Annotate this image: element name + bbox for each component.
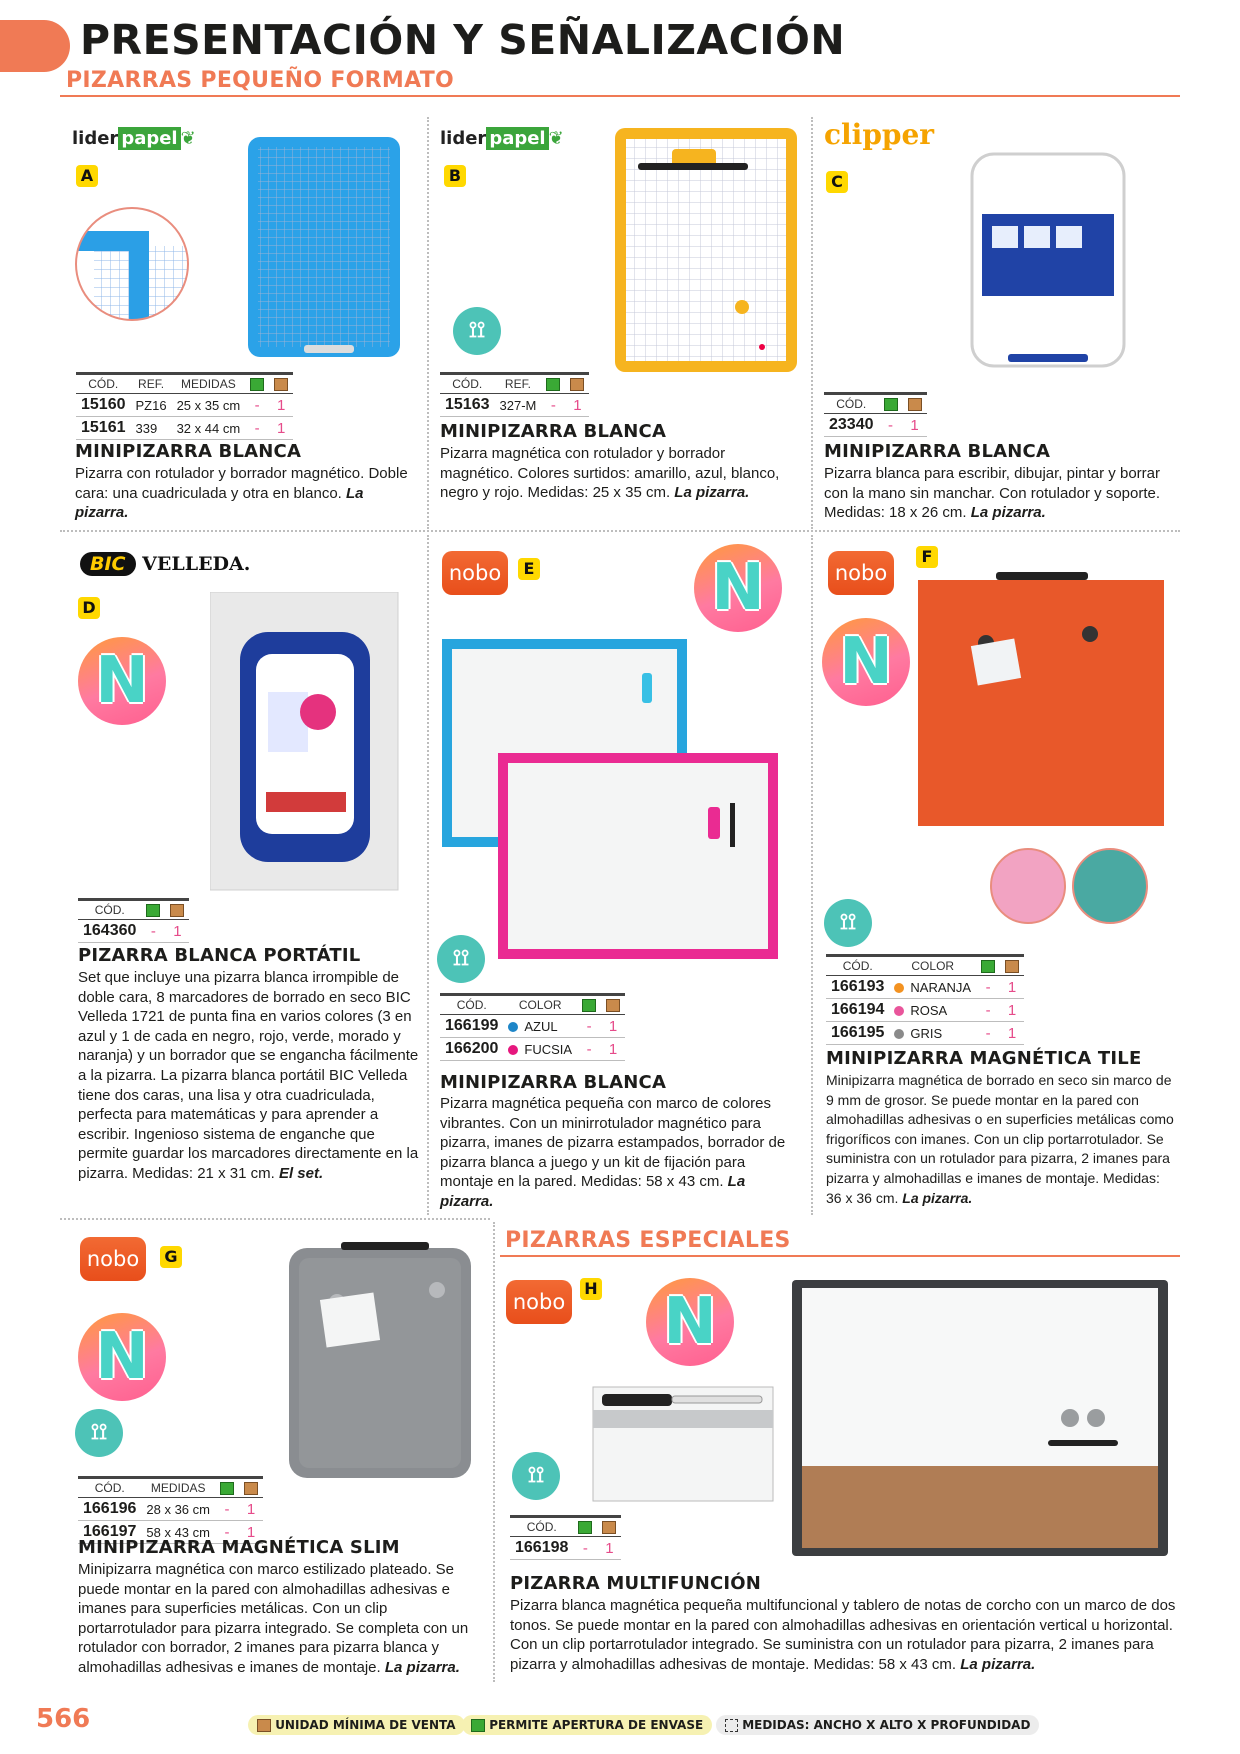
product-letter: H [580,1278,602,1300]
table-row: 166196 28 x 36 cm - 1 [78,1498,263,1521]
product-title: MINIPIZARRA BLANCA [824,441,1051,462]
product-image-a [244,133,404,363]
table-row: 15160 PZ16 25 x 35 cm - 1 [76,394,293,417]
open-pack-icon [578,1521,592,1534]
product-letter: C [826,171,848,193]
box-icon [170,904,184,917]
box-icon [274,378,288,391]
color-swatch-gris [894,1029,904,1039]
product-title: PIZARRA BLANCA PORTÁTIL [78,945,361,966]
spec-table-b: CÓD. REF. 15163 327-M - 1 [440,372,589,417]
product-description: Pizarra magnética pequeña con marco de colores vibrantes. Con un minirrotulador magnético para pizarra, imanes de pizarra estampados, borrador de pizarra blanca a juego y un kit de fijación para montaje en la pared. Medidas: 58 x 43 cm. La pizarra. [440,1095,786,1210]
detail-image-h [592,1386,774,1502]
product-image-d [210,592,400,892]
brand-logo-nobo: nobo [828,551,894,595]
product-letter: B [444,165,466,187]
section-rule [60,95,1180,97]
open-pack-icon [220,1482,234,1495]
box-icon [606,999,620,1012]
open-pack-icon [546,378,560,391]
header-tab [0,20,70,72]
product-image-g [287,1240,473,1480]
spec-table-g: CÓD. MEDIDAS 166196 28 x 36 cm - 1 166197 58 x 43 cm - 1 [78,1476,263,1544]
col-medidas: MEDIDAS [172,374,246,394]
column-divider [427,117,429,529]
spec-table-c: CÓD. 23340 - 1 [824,392,927,437]
table-row: 166200 FUCSIA - 1 [440,1038,625,1061]
spec-table-f: CÓD. COLOR 166193 NARANJA - 1 166194 ROSA - 1 166195 GRIS - 1 [826,954,1024,1045]
open-pack-icon [471,1719,485,1732]
section-title: PIZARRAS ESPECIALES [505,1228,791,1253]
section-title: PIZARRAS PEQUEÑO FORMATO [66,68,455,93]
magnetic-icon: ⟟⟟ [824,899,872,947]
new-badge: N [694,544,782,632]
new-badge: N [646,1278,734,1366]
brand-logo-liderpapel: lider papel ❦ [440,128,564,149]
product-image-b [612,125,800,375]
open-pack-icon [981,960,995,973]
column-divider [811,535,813,1215]
brand-logo-nobo: nobo [80,1237,146,1281]
magnetic-icon: ⟟⟟ [437,935,485,983]
product-title: MINIPIZARRA BLANCA [440,421,667,442]
table-row: 15161 339 32 x 44 cm - 1 [76,417,293,440]
legend-open-pack: PERMITE APERTURA DE ENVASE [462,1715,712,1735]
product-letter: F [916,546,938,568]
table-row: 15163 327-M - 1 [440,394,589,417]
col-open [245,374,269,394]
spec-table-e: CÓD. COLOR 166199 AZUL - 1 166200 FUCSIA - 1 [440,993,625,1061]
color-swatch-naranja [894,983,904,993]
column-divider [811,117,813,529]
product-description: Set que incluye una pizarra blanca irrompible de doble cara, 8 marcadores de borrado en seco BIC Velleda 1721 de punta fina en varios colores (3 en azul y 1 de cada en negro, rojo, verde, morado y naranja) y un borrador que se engancha fácilmente a la pizarra. La pizarra blanca portátil BIC Velleda tiene dos caras, una lisa y otra cuadriculada, perfecta para matemáticas y para aprender a escribir. Ingenioso sistema de enganche que permite guardar los marcadores directamente en la pizarra. Medidas: 21 x 31 cm. El set. [78,969,419,1182]
row-divider [60,530,1180,532]
open-pack-icon [582,999,596,1012]
row-divider [60,1218,490,1220]
legend-unit-min: UNIDAD MÍNIMA DE VENTA [248,1715,465,1735]
product-letter: A [76,165,98,187]
col-code: CÓD. [76,374,131,394]
product-title: MINIPIZARRA MAGNÉTICA TILE [826,1048,1142,1069]
product-title: MINIPIZARRA BLANCA [440,1072,667,1093]
product-letter: D [78,597,100,619]
box-icon [244,1482,258,1495]
new-badge: N [822,618,910,706]
product-description: Pizarra blanca para escribir, dibujar, pintar y borrar con la mano sin manchar. Con rotulador y soporte. Medidas: 18 x 26 cm. La pizarra. [824,465,1161,522]
product-title: MINIPIZARRA MAGNÉTICA SLIM [78,1537,400,1558]
new-badge: N [78,1313,166,1401]
product-title: MINIPIZARRA BLANCA [75,441,302,462]
product-letter: G [160,1246,182,1268]
table-row: 166198 - 1 [510,1537,621,1560]
spec-table-a [76,372,293,440]
brand-logo-nobo: nobo [442,551,508,595]
measures-icon [725,1719,738,1732]
product-image-e [440,637,780,962]
magnetic-icon: ⟟⟟ [512,1452,560,1500]
col-ref: REF. [131,374,172,394]
page-number: 566 [36,1704,91,1734]
open-pack-icon [884,398,898,411]
color-swatch-azul [508,1022,518,1032]
col-unit [269,374,293,394]
color-variant-rosa [990,848,1066,924]
box-icon [908,398,922,411]
magnetic-icon: ⟟⟟ [453,307,501,355]
column-divider [427,535,429,1215]
product-image-h [790,1278,1170,1558]
detail-zoom-image [74,206,190,322]
product-description: Minipizarra magnética de borrado en seco sin marco de 9 mm de grosor. Se puede montar en la pared con almohadillas adhesivas o en superficies metálicas como frigoríficos con imanes. Con un clip portarrotulador. Se suministra con un rotulador para pizarra, 2 imanes para pizarra y almohadillas e imanes de montaje. Medidas: 36 x 36 cm. La pizarra. [826,1072,1174,1206]
table-row: 166194 ROSA - 1 [826,999,1024,1022]
color-swatch-rosa [894,1006,904,1016]
product-description: Pizarra con rotulador y borrador magnético. Doble cara: una cuadriculada y otra en blanco. La pizarra. [75,465,408,522]
table-row: 23340 - 1 [824,414,927,437]
product-title: PIZARRA MULTIFUNCIÓN [510,1573,762,1594]
brand-logo-nobo: nobo [506,1280,572,1324]
table-row: 166195 GRIS - 1 [826,1022,1024,1045]
box-icon [257,1719,271,1732]
product-description: Pizarra blanca magnética pequeña multifuncional y tablero de notas de corcho con un marco de dos tonos. Se puede montar en la pared con almohadillas adhesivas en orientación vertical u horizontal. Con un clip portarrotulador integrado. Se suministra con un rotulador para pizarra, 2 imanes para pizarra y almohadillas adhesivas de montaje. Medidas: 58 x 43 cm. La pizarra. [510,1597,1176,1673]
column-divider [493,1222,495,1682]
table-row: 166197 58 x 43 cm - 1 [78,1521,263,1544]
magnetic-icon: ⟟⟟ [75,1409,123,1457]
product-letter: E [518,558,540,580]
spec-table-d: CÓD. 164360 - 1 [78,898,189,943]
table-row: 164360 - 1 [78,920,189,943]
spec-table-h: CÓD. 166198 - 1 [510,1515,621,1560]
section-rule [500,1255,1180,1257]
legend-measures: MEDIDAS: ANCHO X ALTO X PROFUNDIDAD [716,1715,1039,1735]
box-icon [602,1521,616,1534]
color-variant-teal [1072,848,1148,924]
box-icon [1005,960,1019,973]
color-swatch-fucsia [508,1045,518,1055]
product-description: Pizarra magnética con rotulador y borrador magnético. Colores surtidos: amarillo, azul, blanco, negro y rojo. Medidas: 25 x 35 cm. La pizarra. [440,445,780,502]
open-pack-icon [250,378,264,391]
product-description: Minipizarra magnética con marco estilizado plateado. Se puede montar en la pared con almohadillas adhesivas e imanes para superficies metálicas. Con un clip portarrotulador para pizarra integrado. Se completa con un rotulador con borrador, 2 imanes para pizarra blanca y almohadillas adhesivas e imanes de montaje. La pizarra. [78,1561,469,1676]
product-image-f [916,568,1166,830]
box-icon [570,378,584,391]
new-badge: N [78,637,166,725]
open-pack-icon [146,904,160,917]
table-row: 166199 AZUL - 1 [440,1015,625,1038]
brand-logo-liderpapel: lider papel ❦ [72,128,196,149]
product-image-c [968,150,1128,372]
page-title: PRESENTACIÓN Y SEÑALIZACIÓN [80,16,846,64]
table-row: 166193 NARANJA - 1 [826,976,1024,999]
brand-logo-bic-velleda: BIC VELLEDA. [80,553,250,575]
brand-logo-clipper: clipper [824,118,935,151]
